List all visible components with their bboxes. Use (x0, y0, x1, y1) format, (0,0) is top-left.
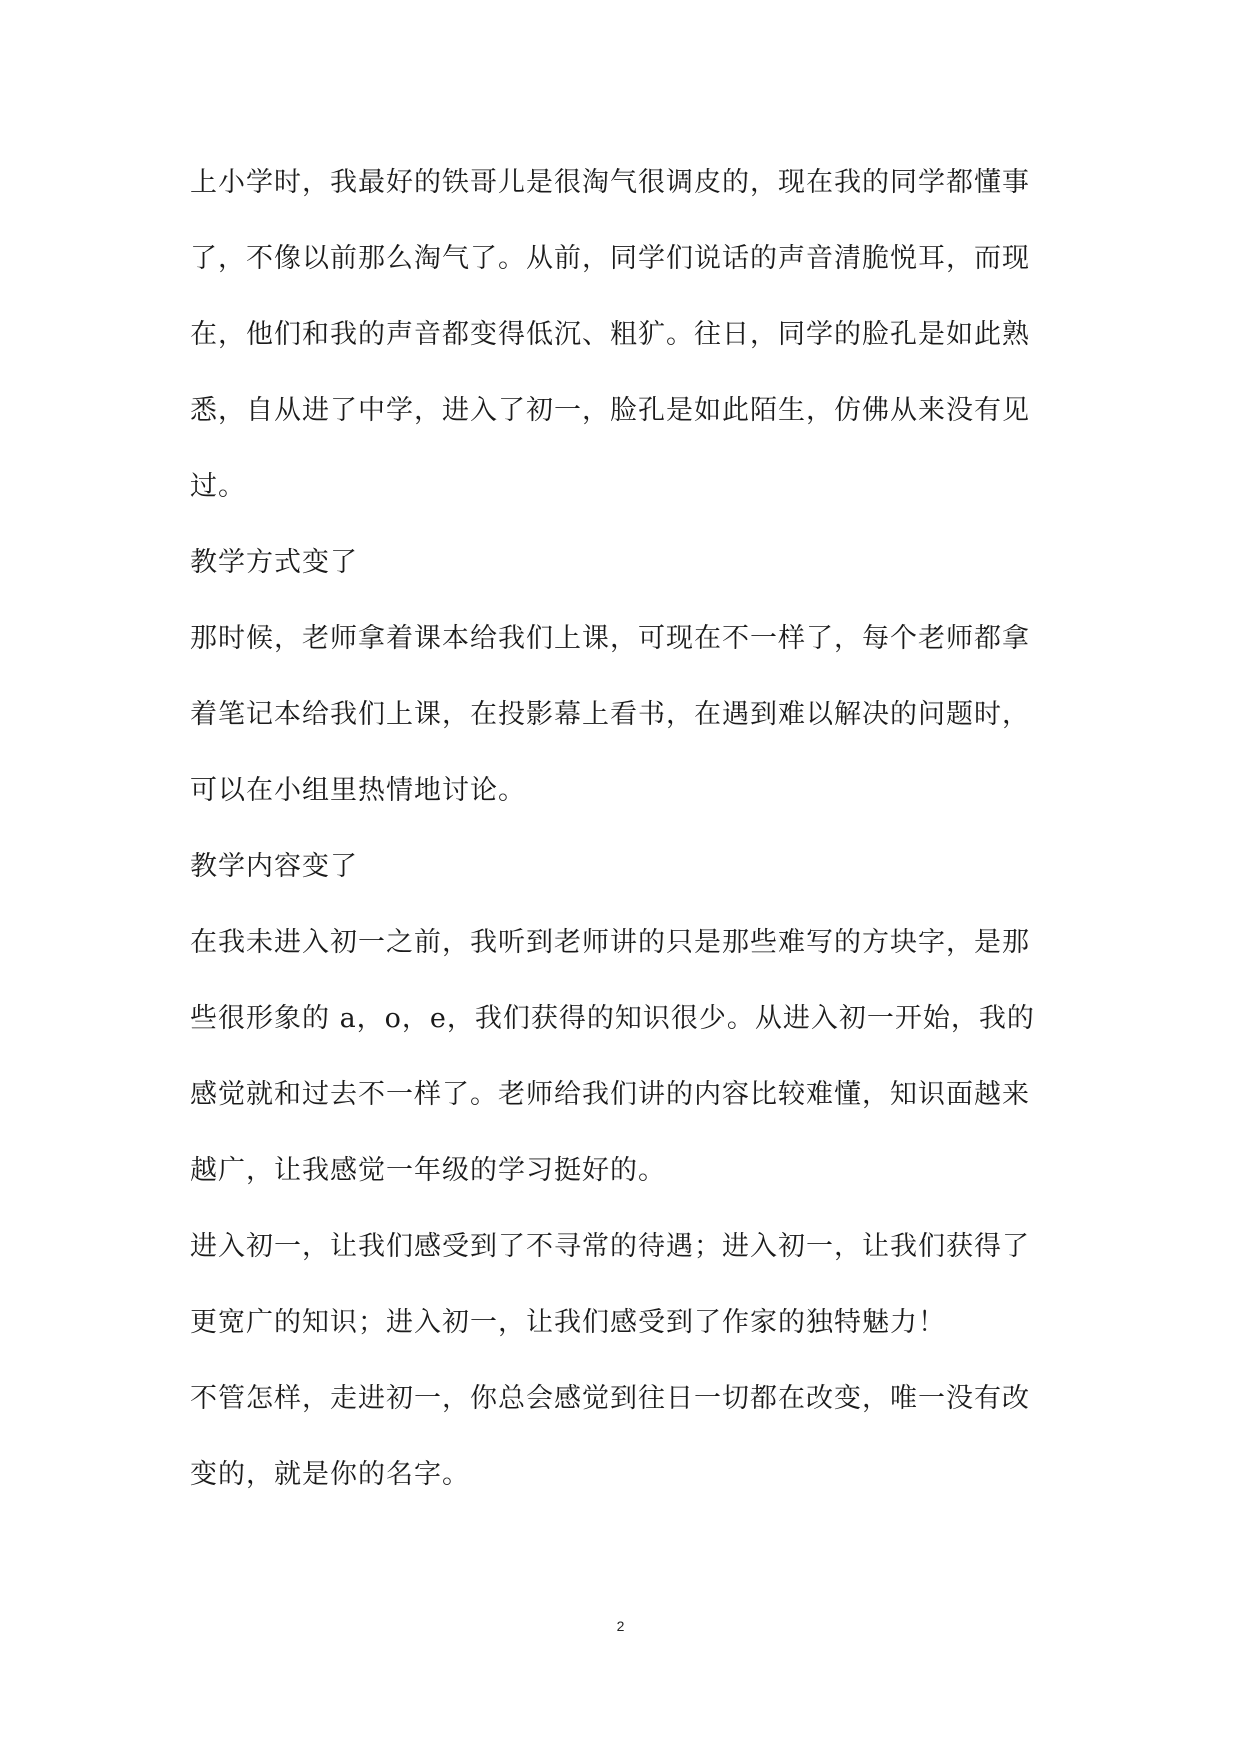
section-heading: 教学内容变了 (190, 851, 358, 882)
text-line: 更宽广的知识；进入初一，让我们感受到了作家的独特魅力！ (190, 1307, 946, 1338)
page-number: 2 (616, 1618, 625, 1634)
text-line: 在我未进入初一之前，我听到老师讲的只是那些难写的方块字，是那 (190, 927, 1030, 958)
text-line: 着笔记本给我们上课，在投影幕上看书，在遇到难以解决的问题时， (190, 699, 1030, 730)
text-line: 变的，就是你的名字。 (190, 1459, 470, 1490)
text-line: 可以在小组里热情地讨论。 (190, 775, 526, 806)
text-line: 了，不像以前那么淘气了。从前，同学们说话的声音清脆悦耳，而现 (190, 243, 1030, 274)
text-line: 过。 (190, 471, 246, 502)
text-line: 感觉就和过去不一样了。老师给我们讲的内容比较难懂，知识面越来 (190, 1079, 1030, 1110)
text-line: 不管怎样，走进初一，你总会感觉到往日一切都在改变，唯一没有改 (190, 1383, 1030, 1414)
text-line: 悉，自从进了中学，进入了初一，脸孔是如此陌生，仿佛从来没有见 (190, 395, 1030, 426)
text-line: 进入初一，让我们感受到了不寻常的待遇；进入初一，让我们获得了 (190, 1231, 1030, 1262)
section-heading: 教学方式变了 (190, 547, 358, 578)
text-line: 在，他们和我的声音都变得低沉、粗犷。往日，同学的脸孔是如此熟 (190, 319, 1030, 350)
text-line: 越广，让我感觉一年级的学习挺好的。 (190, 1155, 666, 1186)
body-text (190, 145, 1070, 1513)
text-line: 些很形象的 a，o，e，我们获得的知识很少。从进入初一开始，我的 (190, 1003, 1035, 1034)
text-line: 上小学时，我最好的铁哥儿是很淘气很调皮的，现在我的同学都懂事 (190, 167, 1030, 198)
text-line: 那时候，老师拿着课本给我们上课，可现在不一样了，每个老师都拿 (190, 623, 1030, 654)
